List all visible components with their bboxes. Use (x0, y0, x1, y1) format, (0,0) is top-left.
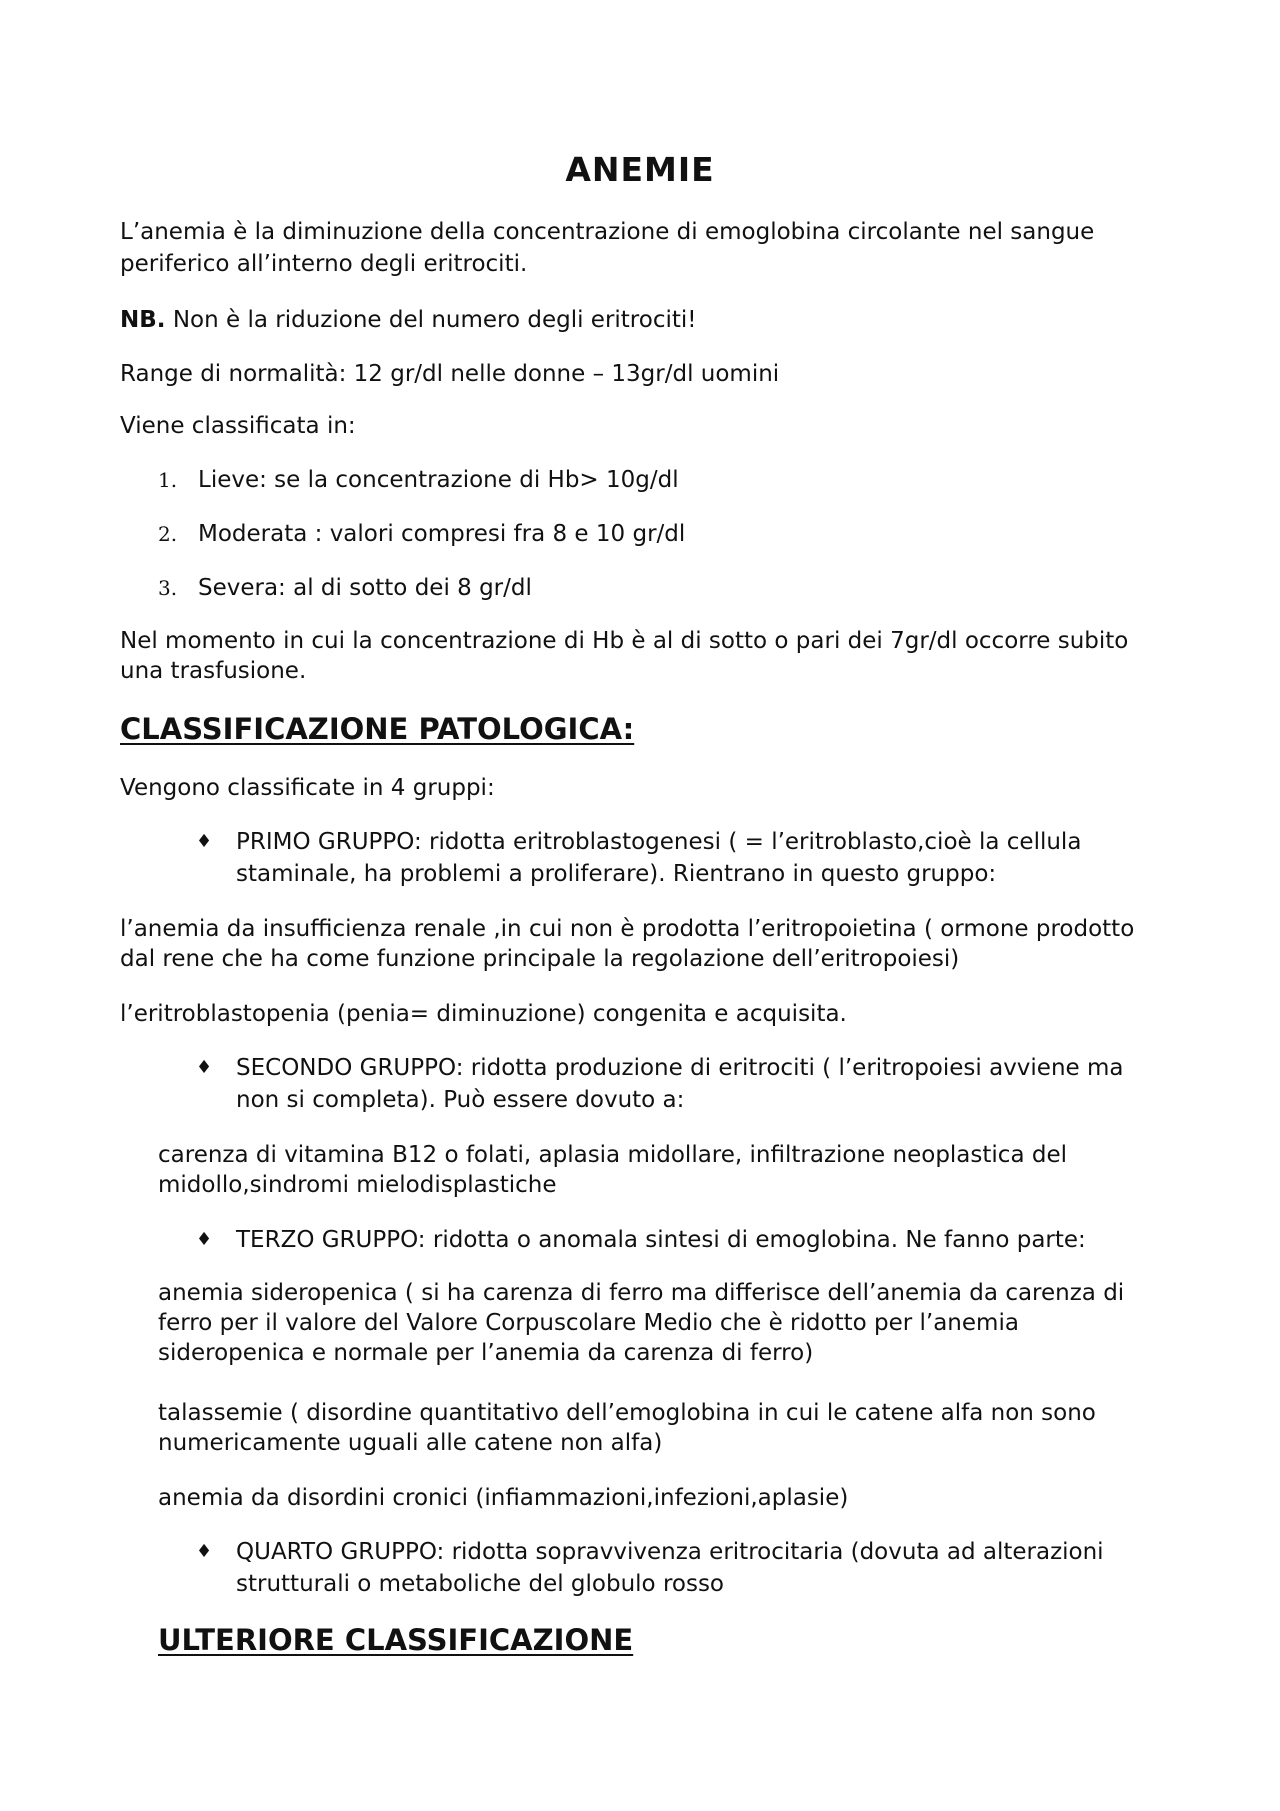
nb-text: Non è la riduzione del numero degli eritrociti! (172, 307, 697, 333)
list-item-text: Severa: al di sotto dei 8 gr/dl (198, 575, 532, 601)
severity-list-item (0, 518, 1280, 550)
section-heading-ulteriore: ULTERIORE CLASSIFICAZIONE (158, 1623, 634, 1657)
diamond-bullet-icon: ♦ (196, 831, 213, 852)
page-title: ANEMIE (565, 150, 715, 189)
severity-list-item (0, 572, 1280, 604)
group-text: SECONDO GRUPPO: ridotta produzione di eritrociti ( l’eritropoiesi avviene ma non si completa). Può essere dovuto a: (236, 1055, 1124, 1113)
nb-label: NB. (120, 307, 166, 333)
diamond-bullet-icon: ♦ (196, 1057, 213, 1078)
list-item-text: Lieve: se la concentrazione di Hb> 10g/dl (198, 467, 679, 493)
severity-list-item (0, 464, 1280, 496)
list-item-text: Moderata : valori compresi fra 8 e 10 gr/dl (198, 521, 686, 547)
group-detail: l’eritroblastopenia (penia= diminuzione) congenita e acquisita. (120, 1001, 847, 1027)
nb-paragraph (120, 304, 1170, 336)
group-text: PRIMO GRUPPO: ridotta eritroblastogenesi ( = l’eritroblasto,cioè la cellula staminale, ha problemi a proliferare). Rientrano in questo gruppo: (236, 829, 1082, 887)
group-detail: carenza di vitamina B12 o folati, aplasia midollare, infiltrazione neoplastica del midollo,sindromi mielodisplastiche (158, 1142, 1067, 1198)
diamond-bullet-icon: ♦ (196, 1229, 213, 1250)
group-detail: talassemie ( disordine quantitativo dell’emoglobina in cui le catene alfa non sono numericamente uguali alle catene non alfa) (158, 1400, 1096, 1456)
section-heading-patologica: CLASSIFICAZIONE PATOLOGICA: (120, 712, 635, 746)
intro-paragraph: L’anemia è la diminuzione della concentrazione di emoglobina circolante nel sangue periferico all’interno degli eritrociti. (120, 219, 1095, 277)
list-number: 2. (158, 522, 178, 546)
group-detail: l’anemia da insufficienza renale ,in cui non è prodotta l’eritropoietina ( ormone prodotto dal rene che ha come funzione principale la regolazione dell’eritropoiesi) (120, 916, 1135, 972)
classified-intro: Viene classificata in: (120, 413, 356, 439)
list-number: 3. (158, 576, 178, 600)
groups-intro: Vengono classificate in 4 gruppi: (120, 775, 495, 801)
normal-range-paragraph: Range di normalità: 12 gr/dl nelle donne – 13gr/dl uomini (120, 361, 780, 387)
diamond-bullet-icon: ♦ (196, 1541, 213, 1562)
group-detail: anemia da disordini cronici (infiammazioni,infezioni,aplasie) (158, 1485, 849, 1511)
transfusion-paragraph: Nel momento in cui la concentrazione di Hb è al di sotto o pari dei 7gr/dl occorre subito una trasfusione. (120, 628, 1129, 684)
group-text: QUARTO GRUPPO: ridotta sopravvivenza eritrocitaria (dovuta ad alterazioni strutturali o metaboliche del globulo rosso (236, 1539, 1104, 1597)
list-number: 1. (158, 468, 178, 492)
group-detail: anemia sideropenica ( si ha carenza di ferro ma differisce dell’anemia da carenza di ferro per il valore del Valore Corpuscolare Medio che è ridotto per l’anemia sideropenica e normale per l’anemia da carenza di ferro) (158, 1280, 1125, 1366)
group-text: TERZO GRUPPO: ridotta o anomala sintesi di emoglobina. Ne fanno parte: (236, 1227, 1086, 1253)
